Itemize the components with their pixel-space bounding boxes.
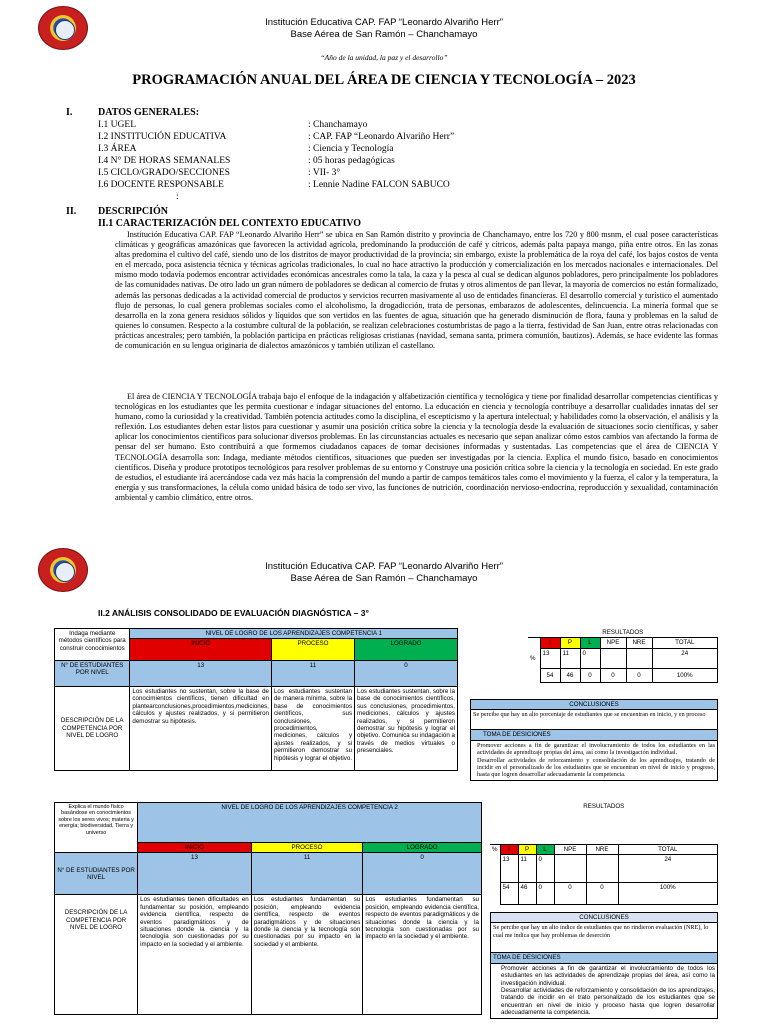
school-base: Base Aérea de San Ramón – Chanchamayo (290, 573, 478, 584)
percent-sign: % (530, 654, 536, 662)
count-logrado: 0 (363, 853, 482, 895)
section-2-title: DESCRIPCIÓN (98, 206, 169, 217)
general-data-label: I.4 N° DE HORAS SEMANALES (98, 156, 231, 166)
decisions-text: Promover acciones a fin de garantizar el involucramiento de todos los estudiantes en las actividades de aprendizaje propias del área, así como la investigación individual. (477, 741, 715, 757)
results-1-notes (470, 699, 718, 781)
results-2-notes (490, 912, 718, 1019)
conclusions-text: Se percibe que hay un alto porcentaje de estudiantes que se encuentran en inicio, y en proceso (471, 710, 718, 730)
description-inicio: Los estudiantes tienen dificultades en fundamentar su posición, empleando evidencia científica, respecto de eventos paradigmáticos y de situaciones donde la ciencia y la tecnología son cuestionadas por su impacto en la sociedad y el ambiente. (138, 895, 252, 1015)
level-inicio: INICIO (130, 639, 272, 661)
description-logrado: Los estudiantes sustentan, sobre la base de conocimientos científicos, sus conclusiones, procedimientos, mediciones, cálculos y ajustes realizados, y si permitieron demostrar su hipótesis y lograr el objetivo. Comunica su indagación a través de medios virtuales o presenciales. (355, 687, 458, 771)
school-base: Base Aérea de San Ramón – Chanchamayo (290, 29, 478, 40)
description-logrado: Los estudiantes fundamentan su posición, empleando evidencia científica, respecto de eventos paradigmáticos y de situaciones donde la ciencia y la tecnología son cuestionadas por su impacto en la sociedad y el ambiente. (363, 895, 482, 1015)
results-col-i: I (540, 638, 560, 648)
results-cell: 13 (540, 648, 560, 668)
general-data-value: : CAP. FAP “Leonardo Alvariño Herr” (308, 132, 455, 142)
level-logrado: LOGRADO (355, 639, 458, 661)
general-data-value: : Chanchamayo (308, 120, 368, 130)
section-2-number: II. (66, 206, 77, 217)
decisions-label: TOMA DE DESICIONES (491, 953, 718, 963)
decisions-text-2: Desarrollar actividades de reforzamiento y consolidación de los aprendizajes, tratando de incidir en el trato personalizado de los estudiantes que se encuentran en nivel de inicio y proceso hasta que logren desarrollar adecuadamente la competencia. (501, 987, 715, 1017)
decisions-text-2: Desarrollar actividades de reforzamiento y consolidación de los aprendizajes, tratando de incidir en el personalizado de los estudiantes que se encuentran en nivel de inicio y progreso, hasta que logren desarrollar adecuadamente la competencia. (477, 756, 715, 779)
competence-2-table (54, 802, 482, 1015)
results-cell: 54 (540, 668, 560, 682)
year-motto: “Año de la unidad, la paz y el desarrollo” (320, 53, 448, 62)
results-cell: 0 (586, 882, 618, 904)
stray-colon: : (176, 192, 179, 202)
description-label: DESCRIPCIÓN DE LA COMPETENCIA POR NIVEL DE LOGRO (55, 687, 130, 771)
results-cell: 0 (580, 668, 600, 682)
level-logrado: LOGRADO (363, 843, 482, 853)
count-inicio: 13 (138, 853, 252, 895)
count-proceso: 11 (271, 661, 354, 687)
results-cell: 46 (560, 668, 580, 682)
competence-1-table (54, 628, 458, 771)
general-data-value: : Ciencia y Tecnología (308, 144, 394, 154)
general-data-label: I.2 INSTITUCIÓN EDUCATIVA (98, 132, 227, 142)
conclusions-label: CONCLUSIONES (491, 913, 718, 923)
area-paragraph: El área de CIENCIA Y TECNOLOGÍA trabaja bajo el enfoque de la indagación y alfabetización científica y tecnológica y tiene por finalidad desarrollar competencias científicas y tecnológicas en los estudiantes que les permita cuestionar e indagar situaciones del entorno. La educación en ciencia y tecnología contribuye a desarrollar cualidades innatas del ser humano, como la curiosidad y la creatividad. También potencia actitudes como la disciplina, el escepticismo y la apertura intelectual; y habilidades como la observación, el análisis y la reflexión. Los estudiantes deben estar listos para cuestionar y asumir una posición crítica sobre la ciencia y la tecnología desde la evaluación de situaciones socio científicas, y saber aplicar los conocimientos científicos para solucionar diversos problemas. En las circunstancias actuales es necesario que sepan analizar cómo estos cambios van afectando la forma de pensar del ser humano. Esto contribuirá a que formemos ciudadanos capaces de tomar decisiones informadas y sustentadas. Las competencias que el área de CIENCIA Y TECNOLOGÍA desarrolla son: Indaga, mediante métodos científicos, situaciones que pueden ser investigadas por la ciencia. Explica el mundo físico, basado en conocimientos científicos. Diseña y produce prototipos tecnológicos para resolver problemas de su entorno y Construye una posición crítica sobre la ciencia y la tecnología en sociedad. En este grado de estudios, el estudiante irá acercándose cada vez más hacia la comprensión del mundo a partir de campos temáticos tales como el movimiento y la fuerza, el calor y la temperatura, la energía y sus transformaciones, la célula como unidad básica de todo ser vivo, las funciones de nutrición, coordinación nervioso-endocrina, reproducción y sexualidad, contaminación ambiental y cambio climático, entre otros. (115, 392, 718, 502)
count-proceso: 11 (251, 853, 363, 895)
results-cell: 11 (560, 648, 580, 668)
results-cell: 0 (600, 668, 626, 682)
description-proceso: Los estudiantes sustentan de manera mínima, sobre la base de conocimientos científicos, sus conclusiones, procedimientos, mediciones, cálculos y ajustes realizados, y si permitieron demostrar su hipótesis y lograr el objetivo. (271, 687, 354, 771)
results-cell: 24 (618, 854, 717, 882)
results-heading: RESULTADOS (528, 628, 718, 638)
results-cell: 0 (554, 882, 586, 904)
level-proceso: PROCESO (271, 639, 354, 661)
conclusions-label: CONCLUSIONES (471, 700, 718, 710)
results-cell: 0 (626, 668, 652, 682)
results-1-table (528, 628, 718, 683)
results-cell: 0 (536, 882, 554, 904)
general-data-value: : VII- 3° (308, 168, 341, 178)
results-2-table (490, 802, 718, 905)
results-col-i: I (500, 844, 518, 854)
results-cell: 24 (652, 648, 718, 668)
decisions-text: Promover acciones a fin de garantizar el involucramiento de todos los estudiantes en las actividades de aprendizaje propias del área, así como la investigación individual. (501, 964, 715, 987)
context-paragraph: Institución Educativa CAP. FAP “Leonardo Alvariño Herr” se ubica en San Ramón distrito y provincia de Chanchamayo, entre los 720 y 800 msnm, el cual posee características climáticas y geográficas amazónicas que favorecen la actividad agrícola, predominando la producción de café y cítricos, además palta papaya mango, piña entre otros. En las zonas altas predomina el cultivo del café, siendo uno de los distritos de mayor productividad de la provincia; sin embargo, existe la problemática de la roya del café, los bajos costos de venta en el mercado, poca asistencia técnica y técnicas agrícolas tradicionales, lo cual no hace atractivo la producción y comercialización en los mercados nacionales e internacionales. Del mismo modo todavía podemos encontrar actividades económicas ancestrales como la tala, la caza y la pesca al cual se dedican algunos pobladores, pero principalmente los pobladores de las comunidades nativas. De otro lado un gran número de pobladores se dedican al comercio de frutas y otros alimentos de pan llevar, la mayoría de comercios no están formalizado, además las personas dedicadas a la actividad comercial de productos y servicios recurren masivamente al uso de entidades financieras. El desarrollo comercial y turístico el aumentado flujo de personas, lo cual genera problemas sociales como el alcoholismo, la drogadicción, trata de personas, embarazos de adolescentes, delincuencia. La minería formal que se desarrolla en la zona genera residuos sólidos y líquidos que son vertidos en las fuentes de agua, situación que ha generado disminución de flora, fauna y problemas en la salud de quienes lo consumen. Respecto a la costumbre cultural de la población, se realizan celebraciones costumbristas de pago a la tierra, festividad de San Juan, entre otras relacionadas con prácticas ancestrales; pero también, la población participa en prácticas religiosas cristianas (navidad, semana santa, primera comunión, bautizos). Además, se hace evidente las formas de comunicación en su lengua originaria de dialectos amazónicos y también utilizan el castellano. (115, 230, 718, 351)
results-cell: 11 (518, 854, 536, 882)
results-cell: 100% (618, 882, 717, 904)
results-heading: RESULTADOS (490, 802, 718, 844)
results-col-l: L (536, 844, 554, 854)
results-col-p: P (560, 638, 580, 648)
general-data-label: I.6 DOCENTE RESPONSABLE (98, 180, 224, 190)
section-1-number: I. (66, 107, 73, 118)
results-col-l: L (580, 638, 600, 648)
results-col-total: TOTAL (618, 844, 717, 854)
count-inicio: 13 (130, 661, 272, 687)
results-cell: 100% (652, 668, 718, 682)
school-name: Institución Educativa CAP. FAP “Leonardo Alvariño Herr” (265, 17, 503, 28)
school-name: Institución Educativa CAP. FAP “Leonardo Alvariño Herr” (265, 561, 503, 572)
general-data-value: : Lennie Nadine FALCON SABUCO (308, 180, 450, 190)
description-inicio: Los estudiantes no sustentan, sobre la base de conocimientos científicos, tienen dificultad en plantearconclusiones,procedimientos,mediciones, cálculos y ajustes realizados, y si permitieron demostrar su hipótesis. (130, 687, 272, 771)
conclusions-text: Se percibe que hay un alto índice de estudiantes que no rindieron evaluación (NRE), lo cual me indica que hay problemas de deserción (491, 923, 718, 953)
competence-1-name: Indaga mediante métodos científicos para construir conocimientos (55, 629, 130, 661)
level-proceso: PROCESO (251, 843, 363, 853)
results-col-npe: NPE (600, 638, 626, 648)
general-data-value: : 05 horas pedagógicas (308, 156, 395, 166)
description-label: DESCRIPCIÓN DE LA COMPETENCIA POR NIVEL DE LOGRO (55, 895, 138, 1015)
count-logrado: 0 (355, 661, 458, 687)
general-data-label: I.5 CICLO/GRADO/SECCIONES (98, 168, 230, 178)
competence-1-heading: NIVEL DE LOGRO DE LOS APRENDIZAJES COMPETENCIA 1 (130, 629, 458, 639)
results-cell (554, 854, 586, 882)
section-2-subtitle: II.1 CARACTERIZACIÓN DEL CONTEXTO EDUCATIVO (98, 218, 362, 229)
results-cell: 0 (580, 648, 600, 668)
results-cell: 46 (518, 882, 536, 904)
count-label: N° DE ESTUDIANTES POR NIVEL (55, 853, 138, 895)
section-1-title: DATOS GENERALES: (98, 107, 200, 118)
decisions-label: TOMA DE DESICIONES (471, 730, 718, 740)
results-col-total: TOTAL (652, 638, 718, 648)
analysis-title: II.2 ANÁLISIS CONSOLIDADO DE EVALUACIÓN DIAGNÓSTICA – 3° (98, 608, 369, 618)
level-inicio: INICIO (138, 843, 252, 853)
results-col-nre: NRE (586, 844, 618, 854)
results-col-nre: NRE (626, 638, 652, 648)
page-title: PROGRAMACIÓN ANUAL DEL ÁREA DE CIENCIA Y TECNOLOGÍA – 2023 (132, 72, 636, 88)
count-label: N° DE ESTUDIANTES POR NIVEL (55, 661, 130, 687)
results-col-p: P (518, 844, 536, 854)
percent-sign: % (492, 846, 498, 853)
competence-2-name: Explica el mundo físico basándose en conocimientos sobre los seres vivos; materia y energía; biodiversidad, Tierra y universo (55, 803, 138, 853)
results-cell: 13 (500, 854, 518, 882)
results-cell (600, 648, 626, 668)
description-proceso: Los estudiantes fundamentan su posición, empleando evidencia científica, respecto de eventos paradigmáticos y de situaciones donde la ciencia y la tecnología son cuestionadas por su impacto en la sociedad y el ambiente. (251, 895, 363, 1015)
results-col-npe: NPE (554, 844, 586, 854)
results-cell: 0 (536, 854, 554, 882)
general-data-label: I.3 ÁREA (98, 144, 137, 154)
competence-2-heading: NIVEL DE LOGRO DE LOS APRENDIZAJES COMPETENCIA 2 (138, 803, 482, 843)
results-cell (586, 854, 618, 882)
results-cell: 54 (500, 882, 518, 904)
results-cell (626, 648, 652, 668)
general-data-label: I.1 UGEL (98, 120, 136, 130)
